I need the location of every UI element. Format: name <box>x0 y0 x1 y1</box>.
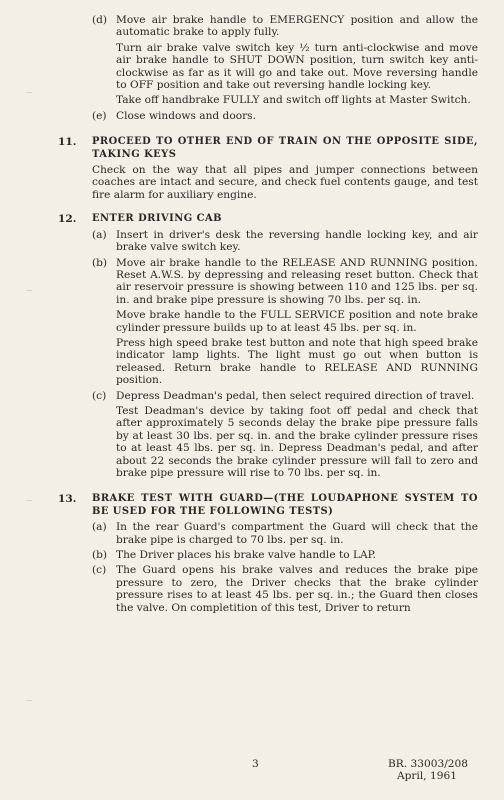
step-e <box>92 110 478 122</box>
section-12-item-b <box>92 257 478 307</box>
margin-mark <box>26 700 32 701</box>
step-d-label: (d) <box>92 14 108 26</box>
section-11-number: 11. <box>58 136 77 149</box>
section-11-heading: PROCEED TO OTHER END OF TRAIN ON THE OPPOSITE SIDE, TAKING KEYS <box>92 136 478 160</box>
item-text: In the rear Guard's compartment the Guard will check that the brake pipe is charged to 70 lbs. per sq. in. <box>116 521 478 546</box>
item-label: (c) <box>92 564 107 577</box>
step-e-label: (e) <box>92 109 107 122</box>
step-d-para-2: Take off handbrake FULLY and switch off lights at Master Switch. <box>116 94 471 107</box>
document-date: April, 1961 <box>397 770 457 782</box>
step-d-para-1: Turn air brake valve switch key ½ turn anti-clockwise and move air brake handle to SHUT DOWN position, turn switch key anti-clockwise as far as it will go and take out. Move reversing handle to OFF position and take out reversing handle locking key. <box>116 41 478 92</box>
item-label: (b) <box>92 256 108 269</box>
section-13-header <box>58 493 478 518</box>
page-content <box>58 14 478 614</box>
section-11-header <box>58 136 478 161</box>
section-11-body: Check on the way that all pipes and jumper connections between coaches are intact and secure, and check fuel contents gauge, and test fire alarm for auxiliary engine. <box>92 164 478 201</box>
item-label: (a) <box>92 521 107 534</box>
step-d <box>92 14 478 39</box>
section-12-heading: ENTER DRIVING CAB <box>92 213 223 225</box>
section-13-item-c <box>92 564 478 614</box>
section-13-item-a <box>92 521 478 546</box>
item-text: Depress Deadman's pedal, then select required direction of travel. <box>116 389 475 402</box>
item-label: (a) <box>92 228 107 241</box>
item-text: The Driver places his brake valve handle to LAP. <box>116 549 376 562</box>
section-13-item-b <box>92 549 478 561</box>
item-text: The Guard opens his brake valves and reduces the brake pipe pressure to zero, the Driver checks that the brake cylinder pressure rises to at least 45 lbs. per sq. in.; the Guard then closes the valve. On completition of this test, Driver to return <box>116 564 478 614</box>
margin-mark <box>26 92 32 93</box>
section-12-number: 12. <box>58 213 77 226</box>
document-reference: BR. 33003/208 <box>388 758 468 770</box>
section-13-heading: BRAKE TEST WITH GUARD—(THE LOUDAPHONE SYSTEM TO BE USED FOR THE FOLLOWING TESTS) <box>92 493 478 517</box>
step-e-text: Close windows and doors. <box>116 109 256 122</box>
section-12-item-b-para-1: Move brake handle to the FULL SERVICE position and note brake cylinder pressure builds up to at least 45 lbs. per sq. in. <box>116 309 478 334</box>
item-label: (b) <box>92 549 108 562</box>
section-12-item-a <box>92 229 478 254</box>
section-12-item-b-para-2: Press high speed brake test button and note that high speed brake indicator lamp lights. The light must go out when button is released. Return brake handle to RELEASE AND RUNNING position. <box>116 336 478 387</box>
page-number: 3 <box>252 758 259 770</box>
section-12-item-c <box>92 390 478 402</box>
item-text: Insert in driver's desk the reversing handle locking key, and air brake valve switch key. <box>116 228 478 254</box>
item-label: (c) <box>92 389 107 402</box>
section-12-header <box>58 213 478 225</box>
step-d-text: Move air brake handle to EMERGENCY position and allow the automatic brake to apply fully. <box>116 14 478 39</box>
item-text: Move air brake handle to the RELEASE AND RUNNING position. Reset A.W.S. by depressing and releasing reset button. Check that air reservoir pressure is showing between 110 and 125 lbs. per sq. in. and brake pipe pressure is showing 70 lbs. per sq. in. <box>116 256 478 306</box>
margin-mark <box>26 290 32 291</box>
margin-mark <box>26 500 32 501</box>
section-12-item-c-para-1: Test Deadman's device by taking foot off pedal and check that after approximately 5 seconds delay the brake pipe pressure falls by at least 30 lbs. per sq. in. and the brake cylinder pressure rises to at least 45 lbs. per sq. in. Depress Deadman's pedal, and after about 22 seconds the brake cylinder pressure will fall to zero and brake pipe pressure will rise to 70 lbs. per sq. in. <box>116 404 478 479</box>
section-13-number: 13. <box>58 493 77 506</box>
